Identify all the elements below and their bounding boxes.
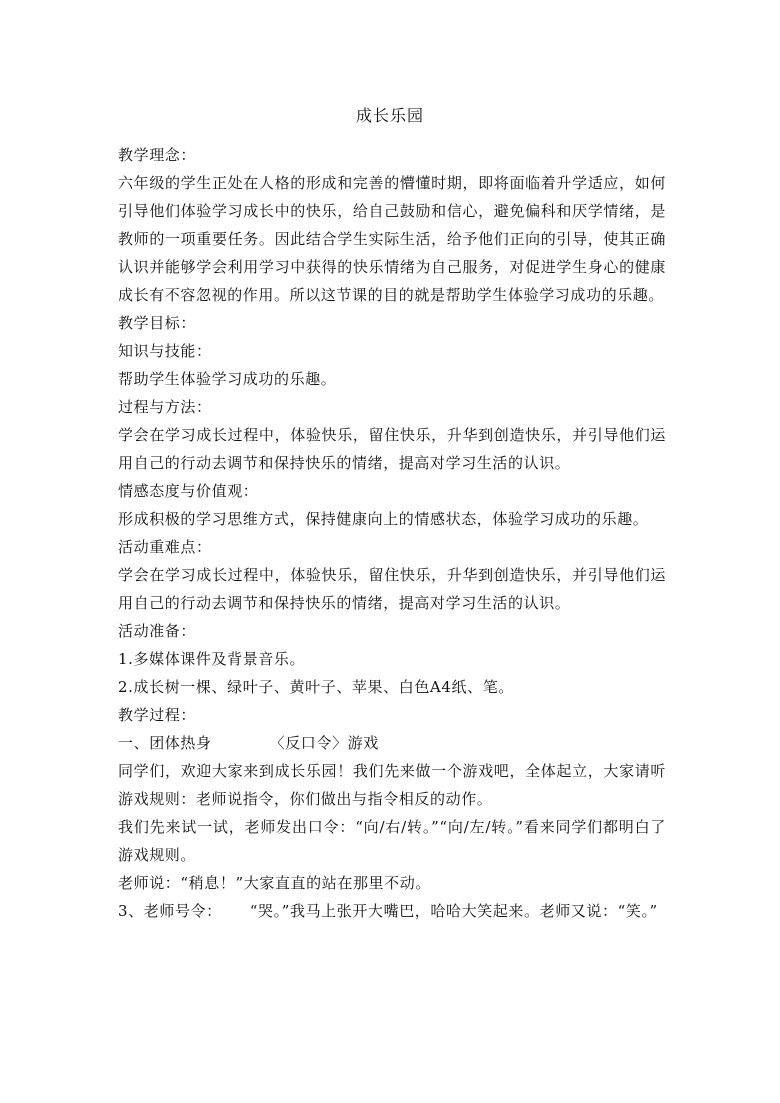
philosophy-heading: 教学理念： xyxy=(118,146,197,164)
prep-heading: 活动准备： xyxy=(118,622,197,640)
procedure-paragraph: 我们先来试一试，老师发出口令：“向/右/转。”“向/左/转。”看来同学们都明白了游戏规则。 xyxy=(118,818,666,864)
step-game-name: 〈反口令〉游戏 xyxy=(269,734,379,752)
key-points-paragraph: 学会在学习成长过程中，体验快乐，留住快乐，升华到创造快乐，并引导他们运用自己的行动去调节和保持快乐的情绪，提高对学习生活的认识。 xyxy=(118,566,666,612)
philosophy-paragraph: 六年级的学生正处在人格的形成和完善的懵懂时期，即将面临着升学适应，如何引导他们体验学习成长中的快乐，给自己鼓励和信心，避免偏科和厌学情绪，是教师的一项重要任务。因此结合学生实际生活，给予他们正向的引导，使其正确认识并能够学会利用学习中获得的快乐情绪为自己服务，对促进学生身心的健康成长有不容忽视的作用。所以这节课的目的就是帮助学生体验学习成功的乐趣。 xyxy=(118,174,666,304)
page-title: 成长乐园 xyxy=(355,106,424,125)
process-paragraph: 学会在学习成长过程中，体验快乐，留住快乐，升华到创造快乐，并引导他们运用自己的行动去调节和保持快乐的情绪，提高对学习生活的认识。 xyxy=(118,426,666,472)
process-heading: 过程与方法： xyxy=(118,398,212,416)
step-label: 一、团体热身 xyxy=(118,734,212,752)
procedure-heading: 教学过程： xyxy=(118,706,197,724)
key-points-heading: 活动重难点： xyxy=(118,538,212,556)
procedure-paragraph: 同学们，欢迎大家来到成长乐园！我们先来做一个游戏吧，全体起立，大家请听游戏规则：老师说指令，你们做出与指令相反的动作。 xyxy=(118,762,666,808)
command-label: 3、老师号令： xyxy=(118,902,222,920)
procedure-paragraph xyxy=(118,897,666,925)
attitude-heading: 情感态度与价值观： xyxy=(118,482,259,500)
command-text: “哭。”我马上张开大嘴巴，哈哈大笑起来。老师又说：“笑。” xyxy=(249,902,658,920)
procedure-paragraph: 老师说：“稍息！”大家直直的站在那里不动。 xyxy=(118,874,431,892)
attitude-paragraph: 形成积极的学习思维方式，保持健康向上的情感状态，体验学习成功的乐趣。 xyxy=(118,510,649,528)
knowledge-paragraph: 帮助学生体验学习成功的乐趣。 xyxy=(118,370,337,388)
document-body xyxy=(118,141,666,925)
step-heading xyxy=(118,729,666,757)
knowledge-heading: 知识与技能： xyxy=(118,342,212,360)
prep-item: 1.多媒体课件及背景音乐。 xyxy=(118,650,306,668)
prep-item: 2.成长树一棵、绿叶子、黄叶子、苹果、白色A4纸、笔。 xyxy=(118,678,514,696)
goals-heading: 教学目标： xyxy=(118,314,197,332)
